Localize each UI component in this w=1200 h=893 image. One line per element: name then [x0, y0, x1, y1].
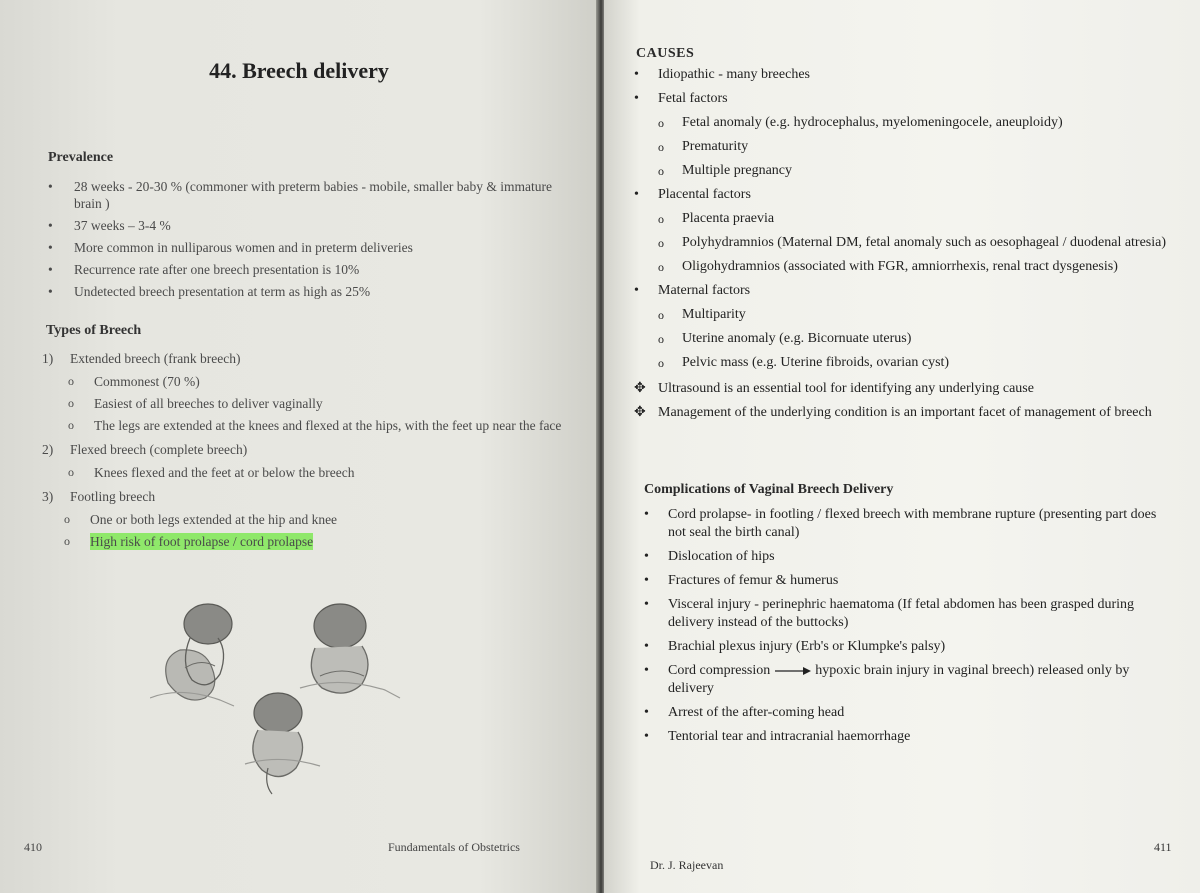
breech-types-illustration: [150, 588, 420, 798]
list-item: o Prematurity: [658, 139, 749, 154]
prevalence-heading: Prevalence: [48, 150, 114, 165]
left-page: [0, 0, 598, 893]
page-number-right: 411: [1154, 840, 1172, 854]
list-item: o Knees flexed and the feet at or below the breech: [68, 465, 355, 480]
note-item: ✥ Management of the underlying condition is an important facet of management of breech: [634, 405, 1152, 420]
list-item: o The legs are extended at the knees and flexed at the hips, with the feet up near the face: [68, 418, 562, 433]
list-item: o High risk of foot prolapse / cord prolapse: [64, 534, 314, 549]
complete-breech-drawing: [300, 604, 400, 698]
list-item: • Arrest of the after-coming head: [644, 705, 845, 720]
type-extended: 1) Extended breech (frank breech): [42, 351, 241, 366]
author-name: Dr. J. Rajeevan: [650, 858, 724, 872]
list-item: • Recurrence rate after one breech presentation is 10%: [48, 262, 360, 277]
list-item: • Dislocation of hips: [644, 549, 775, 564]
running-footer: Fundamentals of Obstetrics: [388, 840, 520, 854]
list-item: o One or both legs extended at the hip and knee: [64, 512, 338, 527]
list-item: o Oligohydramnios (associated with FGR, amniorrhexis, renal tract dysgenesis): [658, 259, 1118, 274]
list-item: o Polyhydramnios (Maternal DM, fetal anomaly such as oesophageal / duodenal atresia): [658, 235, 1167, 250]
list-item: o Uterine anomaly (e.g. Bicornuate uterus): [658, 331, 912, 346]
list-item: o Commonest (70 %): [68, 374, 200, 389]
list-item: o Pelvic mass (e.g. Uterine fibroids, ovarian cyst): [658, 355, 950, 370]
complications-list: [644, 506, 1174, 746]
prevalence-list: [48, 178, 568, 300]
chapter-title: 44. Breech delivery: [209, 58, 389, 83]
list-item: • More common in nulliparous women and in preterm deliveries: [48, 240, 413, 255]
footling-breech-drawing: [245, 693, 320, 794]
placental-factors: • Placental factors: [634, 187, 751, 202]
list-item: o Multiple pregnancy: [658, 163, 793, 178]
right-page: [604, 0, 1200, 893]
list-item: • Brachial plexus injury (Erb's or Klumpke's palsy): [644, 639, 946, 654]
list-item: • 37 weeks – 3-4 %: [48, 218, 171, 233]
list-item: • Undetected breech presentation at term as high as 25%: [48, 284, 371, 299]
list-item: o Placenta praevia: [658, 211, 775, 226]
arrow-right-icon: [774, 666, 812, 676]
list-item: • 28 weeks - 20-30 % (commoner with preterm babies - mobile, smaller baby & immature brain ): [48, 179, 552, 211]
type-footling: 3) Footling breech: [42, 489, 156, 504]
causes-heading: CAUSES: [636, 46, 695, 61]
maternal-factors: • Maternal factors: [634, 283, 751, 298]
list-item: o Multiparity: [658, 307, 746, 322]
types-heading: Types of Breech: [46, 323, 142, 338]
causes-list: [634, 66, 1174, 422]
list-item: • Tentorial tear and intracranial haemorrhage: [644, 729, 911, 744]
frank-breech-drawing: [150, 604, 234, 706]
list-item: • Idiopathic - many breeches: [634, 67, 810, 82]
list-item: o Fetal anomaly (e.g. hydrocephalus, myelomeningocele, aneuploidy): [658, 115, 1063, 130]
list-item: • Fractures of femur & humerus: [644, 573, 839, 588]
highlighted-text: High risk of foot prolapse / cord prolapse: [90, 534, 314, 549]
type-flexed: 2) Flexed breech (complete breech): [42, 442, 248, 457]
list-item: o Easiest of all breeches to deliver vaginally: [68, 396, 323, 411]
note-item: ✥ Ultrasound is an essential tool for identifying any underlying cause: [634, 381, 1034, 396]
list-item: • Cord prolapse- in footling / flexed breech with membrane rupture (presenting part does not seal the birth canal): [644, 507, 1157, 540]
fetal-factors: • Fetal factors: [634, 91, 728, 106]
complications-heading: Complications of Vaginal Breech Delivery: [644, 482, 894, 497]
page-number-left: 410: [24, 840, 42, 854]
list-item: • Cord compression hypoxic brain injury in vaginal breech) released only by delivery: [644, 663, 1130, 696]
types-list: [42, 350, 562, 550]
list-item: • Visceral injury - perinephric haematoma (If fetal abdomen has been grasped during delivery instead of the buttocks): [644, 597, 1135, 630]
